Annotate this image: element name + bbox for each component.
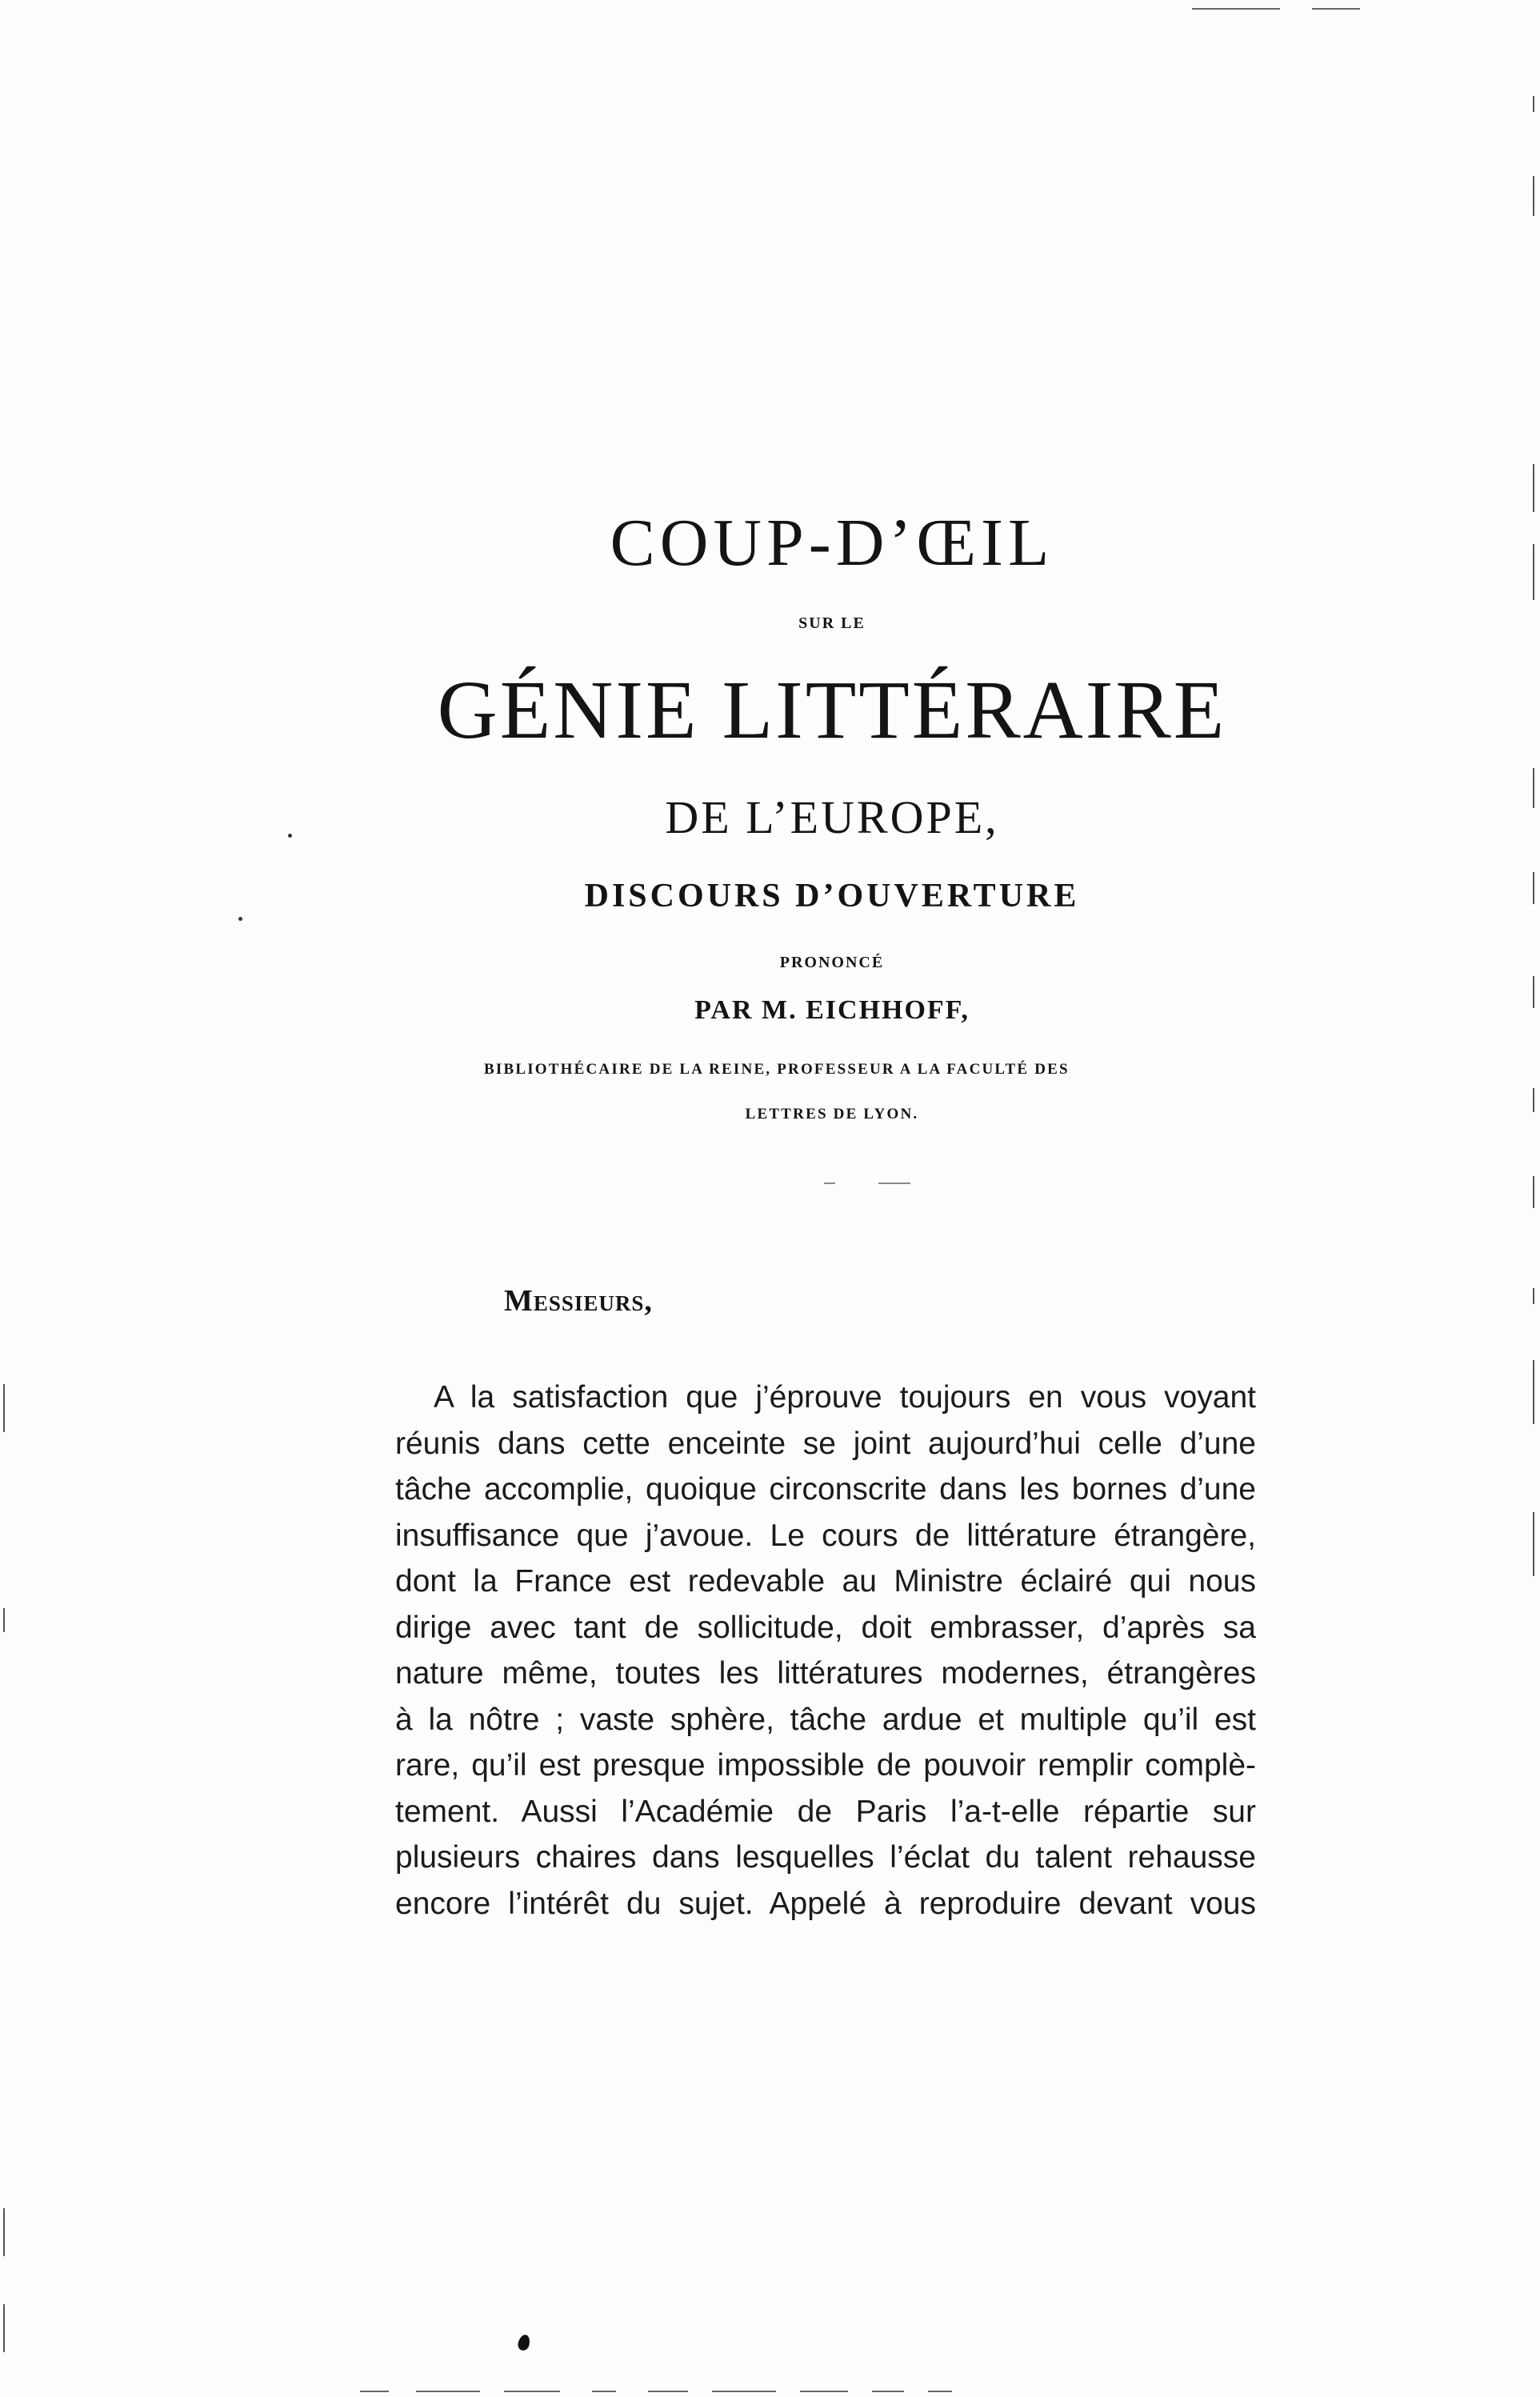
- body-line: tâche accomplie, quoique circonscrite dans les bornes d’une: [395, 1472, 1256, 1507]
- scan-edge-mark: [3, 2208, 5, 2256]
- body-line: plusieurs chaires dans lesquelles l’éclat du talent rehausse: [395, 1840, 1256, 1875]
- separator-rule: [878, 1182, 910, 1184]
- scan-edge-mark: [3, 1608, 5, 1632]
- scan-edge-mark: [1533, 544, 1534, 600]
- scan-bottom-rule: [504, 2391, 560, 2392]
- scan-speck: [238, 917, 242, 921]
- scan-bottom-rule: [648, 2391, 688, 2392]
- body-line: nature même, toutes les littératures modernes, étrangères: [395, 1656, 1256, 1691]
- scan-top-rule: [1192, 8, 1280, 10]
- scan-edge-mark: [1533, 176, 1534, 216]
- title-affiliation-line2: LETTRES DE LYON.: [745, 1106, 919, 1122]
- title-region: DE L’EUROPE,: [665, 791, 999, 843]
- scan-edge-mark: [1533, 1288, 1534, 1304]
- body-line: A la satisfaction que j’éprouve toujours en vous voyant: [434, 1380, 1256, 1415]
- scan-edge-mark: [3, 2304, 5, 2352]
- body-line: dont la France est redevable au Ministre éclairé qui nous: [395, 1564, 1256, 1599]
- scan-top-rule: [1312, 8, 1360, 10]
- scan-bottom-rule: [712, 2391, 776, 2392]
- title-affiliation-line1: BIBLIOTHÉCAIRE DE LA REINE, PROFESSEUR A LA FACULTÉ DES: [484, 1061, 1070, 1078]
- salutation: Messieurs,: [504, 1284, 653, 1318]
- scan-bottom-rule: [592, 2391, 616, 2392]
- body-line: à la nôtre ; vaste sphère, tâche ardue et multiple qu’il est: [395, 1702, 1256, 1737]
- scan-bottom-rule: [800, 2391, 848, 2392]
- body-line: tement. Aussi l’Académie de Paris l’a-t-elle répartie sur: [395, 1794, 1256, 1829]
- separator-rule: [824, 1182, 835, 1184]
- scan-edge-mark: [1533, 1088, 1534, 1112]
- body-line: rare, qu’il est presque impossible de pouvoir remplir complè-: [395, 1748, 1256, 1783]
- scan-edge-mark: [1533, 768, 1534, 808]
- scan-edge-mark: [1533, 96, 1534, 112]
- title-subject: GÉNIE LITTÉRAIRE: [437, 664, 1227, 756]
- body-paragraph: [395, 1375, 1256, 1927]
- scan-bottom-rule: [928, 2391, 952, 2392]
- scan-edge-mark: [1533, 1360, 1534, 1424]
- body-line: encore l’intérêt du sujet. Appelé à reproduire devant vous: [395, 1886, 1256, 1921]
- body-line: dirige avec tant de sollicitude, doit embrasser, d’après sa: [395, 1610, 1256, 1645]
- scan-edge-mark: [1533, 872, 1534, 904]
- title-author: PAR M. EICHHOFF,: [694, 995, 970, 1025]
- scan-bottom-rule: [872, 2391, 904, 2392]
- scan-speck: [288, 834, 292, 838]
- scan-bottom-rule: [416, 2391, 480, 2392]
- scan-edge-mark: [1533, 1512, 1534, 1576]
- scan-edge-mark: [1533, 976, 1534, 1008]
- body-line: insuffisance que j’avoue. Le cours de littérature étrangère,: [395, 1518, 1256, 1553]
- scan-ink-mark: [517, 2334, 532, 2352]
- title-pronounced: PRONONCÉ: [779, 954, 885, 971]
- scan-edge-mark: [1533, 1176, 1534, 1208]
- title-connector: SUR LE: [798, 614, 866, 632]
- title-main: COUP-D’ŒIL: [610, 506, 1054, 580]
- title-kind: DISCOURS D’OUVERTURE: [584, 878, 1080, 914]
- body-line: réunis dans cette enceinte se joint aujourd’hui celle d’une: [395, 1426, 1256, 1461]
- scan-edge-mark: [3, 1384, 5, 1432]
- scan-bottom-rule: [360, 2391, 389, 2392]
- scan-edge-mark: [1533, 464, 1534, 512]
